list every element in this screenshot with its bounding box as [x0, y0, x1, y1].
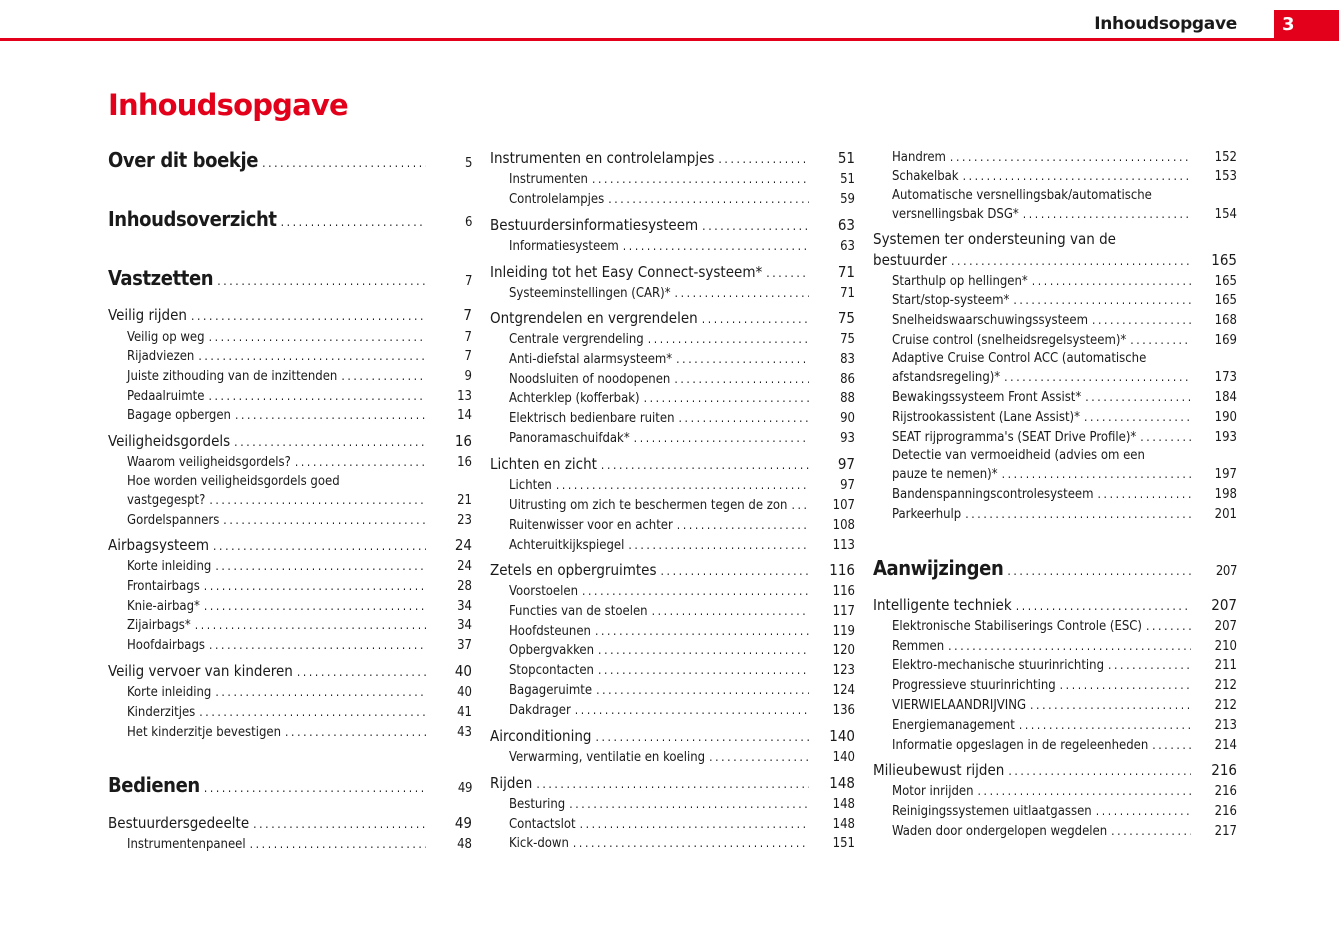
toc-entry[interactable]: Parkeerhulp ..... 201 [873, 504, 1237, 524]
toc-entry[interactable]: Verwarming, ventilatie en koeling ..... 140 [490, 747, 855, 767]
toc-entry[interactable]: Waarom veiligheidsgordels? ..... 16 [108, 452, 472, 472]
toc-entry[interactable]: Hoofdairbags ..... 37 [108, 635, 472, 655]
running-title: Inhoudsopgave [1094, 14, 1237, 34]
toc-section[interactable]: Bestuurdersgedeelte ..... 49 [108, 813, 472, 833]
toc-entry[interactable]: Het kinderzitje bevestigen ..... 43 [108, 722, 472, 742]
toc-entry[interactable]: Schakelbak ..... 153 [873, 166, 1237, 186]
toc-entry[interactable]: Hoofdsteunen ..... 119 [490, 621, 855, 641]
toc-entry[interactable]: Rijadviezen ..... 7 [108, 346, 472, 366]
toc-entry[interactable]: Achterklep (kofferbak) ..... 88 [490, 388, 855, 408]
toc-entry[interactable]: Elektrisch bedienbare ruiten ..... 90 [490, 408, 855, 428]
page-number: 3 [1282, 14, 1295, 35]
toc-entry[interactable]: Instrumenten ..... 51 [490, 169, 855, 189]
toc-section[interactable]: Airconditioning ..... 140 [490, 726, 855, 746]
toc-entry[interactable]: Noodsluiten of noodopenen ..... 86 [490, 369, 855, 389]
toc-entry[interactable]: Handrem ..... 152 [873, 147, 1237, 167]
toc-section[interactable]: Veilig vervoer van kinderen ..... 40 [108, 661, 472, 681]
toc-section[interactable]: Inleiding tot het Easy Connect-systeem* ..... 71 [490, 262, 855, 282]
toc-entry[interactable]: Rijstrookassistent (Lane Assist)* ..... 190 [873, 407, 1237, 427]
toc-entry[interactable]: Motor inrijden ..... 216 [873, 781, 1237, 801]
toc-entry[interactable]: Systeeminstellingen (CAR)* ..... 71 [490, 283, 855, 303]
page-number-box [1274, 10, 1339, 41]
toc-entry[interactable]: Juiste zithouding van de inzittenden ..... 9 [108, 366, 472, 386]
toc-section[interactable]: Instrumenten en controlelampjes ..... 51 [490, 148, 855, 168]
toc-chapter[interactable]: Vastzetten ..... 7 [108, 265, 472, 291]
toc-entry[interactable]: Korte inleiding ..... 24 [108, 556, 472, 576]
toc-chapter[interactable]: Aanwijzingen ..... 207 [873, 555, 1237, 581]
toc-entry[interactable]: Snelheidswaarschuwingssysteem ..... 168 [873, 310, 1237, 330]
toc-entry[interactable]: Zijairbags* ..... 34 [108, 615, 472, 635]
toc-entry[interactable]: Opbergvakken ..... 120 [490, 640, 855, 660]
toc-section[interactable]: Ontgrendelen en vergrendelen ..... 75 [490, 308, 855, 328]
toc-entry[interactable]: Voorstoelen ..... 116 [490, 581, 855, 601]
toc-entry[interactable]: Dakdrager ..... 136 [490, 700, 855, 720]
toc-entry[interactable]: Veilig op weg ..... 7 [108, 327, 472, 347]
toc-entry[interactable]: Achteruitkijkspiegel ..... 113 [490, 535, 855, 555]
toc-entry[interactable]: Gordelspanners ..... 23 [108, 510, 472, 530]
toc-entry[interactable]: Bagageruimte ..... 124 [490, 680, 855, 700]
toc-entry[interactable]: Uitrusting om zich te beschermen tegen de zon ..... 107 [490, 495, 855, 515]
toc-section[interactable]: Veiligheidsgordels ..... 16 [108, 431, 472, 451]
toc-section[interactable]: Veilig rijden ..... 7 [108, 305, 472, 325]
toc-entry-line1[interactable]: Automatische versnellingsbak/automatische [892, 188, 1152, 203]
toc-chapter[interactable]: Inhoudsoverzicht ..... 6 [108, 206, 472, 232]
toc-entry[interactable]: Centrale vergrendeling ..... 75 [490, 329, 855, 349]
toc-entry[interactable]: Bewakingssysteem Front Assist* ..... 184 [873, 387, 1237, 407]
toc-entry[interactable]: Korte inleiding ..... 40 [108, 682, 472, 702]
toc-entry[interactable]: Waden door ondergelopen wegdelen ..... 217 [873, 821, 1237, 841]
toc-entry[interactable]: Elektronische Stabiliserings Controle (ESC) ..... 207 [873, 616, 1237, 636]
toc-entry[interactable]: VIERWIELAANDRIJVING ..... 212 [873, 695, 1237, 715]
header-rule [0, 38, 1339, 41]
toc-section[interactable]: Zetels en opbergruimtes ..... 116 [490, 560, 855, 580]
toc-entry[interactable]: Cruise control (snelheidsregelsysteem)* ..... 169 [873, 330, 1237, 350]
toc-entry[interactable]: Knie-airbag* ..... 34 [108, 596, 472, 616]
toc-entry[interactable]: Kick-down ..... 151 [490, 833, 855, 853]
toc-section[interactable]: Lichten en zicht ..... 97 [490, 454, 855, 474]
toc-entry-line1[interactable]: Hoe worden veiligheidsgordels goed [127, 474, 340, 489]
toc-entry[interactable]: Informatie opgeslagen in de regeleenheden ..... 214 [873, 735, 1237, 755]
toc-entry[interactable]: Start/stop-systeem* ..... 165 [873, 290, 1237, 310]
toc-entry[interactable]: Lichten ..... 97 [490, 475, 855, 495]
toc-entry[interactable]: Progressieve stuurinrichting ..... 212 [873, 675, 1237, 695]
toc-entry[interactable]: Starthulp op hellingen* ..... 165 [873, 271, 1237, 291]
toc-entry[interactable]: Stopcontacten ..... 123 [490, 660, 855, 680]
toc-section-line1[interactable]: Systemen ter ondersteuning van de [873, 230, 1116, 248]
toc-entry[interactable]: Kinderzitjes ..... 41 [108, 702, 472, 722]
toc-entry[interactable]: Pedaalruimte ..... 13 [108, 386, 472, 406]
toc-section[interactable]: Milieubewust rijden ..... 216 [873, 760, 1237, 780]
toc-entry[interactable]: Informatiesysteem ..... 63 [490, 236, 855, 256]
toc-entry[interactable]: SEAT rijprogramma's (SEAT Drive Profile)* ..... 193 [873, 427, 1237, 447]
toc-entry[interactable]: versnellingsbak DSG* ..... 154 [873, 204, 1237, 224]
toc-entry[interactable]: Functies van de stoelen ..... 117 [490, 601, 855, 621]
toc-entry[interactable]: Instrumentenpaneel ..... 48 [108, 834, 472, 854]
toc-entry[interactable]: Frontairbags ..... 28 [108, 576, 472, 596]
toc-entry-line1[interactable]: Adaptive Cruise Control ACC (automatische [892, 351, 1147, 366]
toc-entry[interactable]: Energiemanagement ..... 213 [873, 715, 1237, 735]
toc-entry-line1[interactable]: Detectie van vermoeidheid (advies om een [892, 448, 1145, 463]
toc-entry[interactable]: pauze te nemen)* ..... 197 [873, 464, 1237, 484]
page-title: Inhoudsopgave [108, 88, 348, 122]
toc-section[interactable]: Bestuurdersinformatiesysteem ..... 63 [490, 215, 855, 235]
toc-entry[interactable]: Panoramaschuifdak* ..... 93 [490, 428, 855, 448]
toc-section[interactable]: bestuurder ..... 165 [873, 250, 1237, 270]
toc-entry[interactable]: Besturing ..... 148 [490, 794, 855, 814]
toc-entry[interactable]: afstandsregeling)* ..... 173 [873, 367, 1237, 387]
toc-entry[interactable]: Anti-diefstal alarmsysteem* ..... 83 [490, 349, 855, 369]
toc-entry[interactable]: Reinigingssystemen uitlaatgassen ..... 216 [873, 801, 1237, 821]
toc-entry[interactable]: Elektro-mechanische stuurinrichting ..... 211 [873, 655, 1237, 675]
toc-entry[interactable]: vastgegespt? ..... 21 [108, 490, 472, 510]
toc-section[interactable]: Airbagsysteem ..... 24 [108, 535, 472, 555]
toc-entry[interactable]: Bagage opbergen ..... 14 [108, 405, 472, 425]
toc-section[interactable]: Rijden ..... 148 [490, 773, 855, 793]
toc-chapter[interactable]: Bedienen ..... 49 [108, 772, 472, 798]
toc-entry[interactable]: Controlelampjes ..... 59 [490, 189, 855, 209]
toc-entry[interactable]: Ruitenwisser voor en achter ..... 108 [490, 515, 855, 535]
toc-section[interactable]: Intelligente techniek ..... 207 [873, 595, 1237, 615]
toc-entry[interactable]: Bandenspanningscontrolesysteem ..... 198 [873, 484, 1237, 504]
toc-entry[interactable]: Remmen ..... 210 [873, 636, 1237, 656]
toc-entry[interactable]: Contactslot ..... 148 [490, 814, 855, 834]
toc-chapter[interactable]: Over dit boekje ..... 5 [108, 147, 472, 173]
